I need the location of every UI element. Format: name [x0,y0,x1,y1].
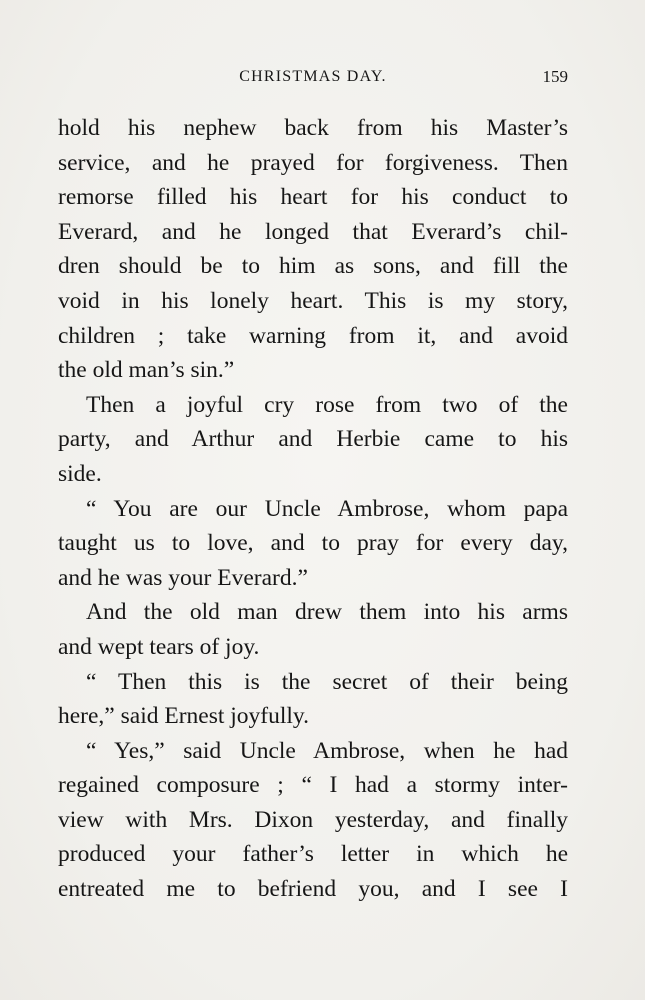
text-line: children ; take warning from it, and avoid [58,322,568,349]
text-line: produced your father’s letter in which he [58,841,568,868]
text-line: taught us to love, and to pray for every day, [58,530,568,557]
running-head [58,64,568,90]
text-line: entreated me to befriend you, and I see I [58,876,568,903]
text-line: And the old man drew them into his arms [86,599,568,626]
text-line: and he was your Everard.” [58,564,308,591]
text-line: remorse filled his heart for his conduct to [58,184,568,211]
text-line: side. [58,460,102,487]
text-line: “ You are our Uncle Ambrose, whom papa [86,495,568,522]
text-line: “ Then this is the secret of their being [86,668,568,695]
text-line: dren should be to him as sons, and fill the [58,253,568,280]
text-line: void in his lonely heart. This is my story, [58,287,568,314]
text-line: the old man’s sin.” [58,357,235,384]
running-title: CHRISTMAS DAY. [239,68,387,85]
text-line: Everard, and he longed that Everard’s chil- [58,218,568,245]
text-line: here,” said Ernest joyfully. [58,703,310,730]
body-text [58,111,568,907]
page-number: 159 [542,67,568,86]
text-line: party, and Arthur and Herbie came to his [58,426,568,453]
text-line: service, and he prayed for forgiveness. Then [58,149,568,176]
text-line: Then a joyful cry rose from two of the [86,391,568,418]
text-line: regained composure ; “ I had a stormy inter- [58,772,568,799]
text-line: hold his nephew back from his Master’s [58,115,568,141]
text-line: view with Mrs. Dixon yesterday, and finally [58,806,568,833]
text-line: “ Yes,” said Uncle Ambrose, when he had [86,737,568,764]
text-line: and wept tears of joy. [58,633,260,660]
